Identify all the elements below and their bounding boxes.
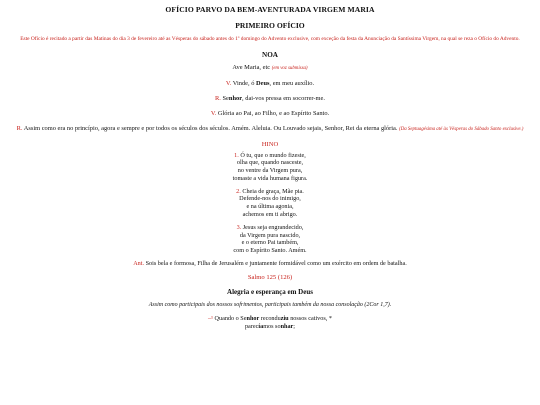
ave-line [0, 64, 540, 73]
verse-2-pre: parec [244, 322, 259, 330]
hymn-line-text: com o Espírito Santo. Amém. [233, 247, 307, 255]
hymn-line-text: olha que, quando nasceste, [236, 159, 304, 167]
versicle-1-post: , em meu auxílio. [269, 79, 315, 87]
hymn-line-text: no ventre da Virgem pura, [237, 167, 303, 175]
hymn-line [0, 175, 540, 183]
stanza-number: 2. [236, 187, 241, 195]
response-mark: R. [215, 94, 221, 102]
versicle-mark: V. [225, 79, 232, 87]
hymn-line [0, 195, 540, 203]
antiphon-mark: Ant. [133, 260, 145, 268]
hymn-stanza [0, 224, 540, 255]
hymn-stanza [0, 152, 540, 183]
response-1-post: , dai-vos pressa em socorrer-me. [242, 94, 325, 102]
hymn-line-text: Cheia de graça, Mãe pia. [242, 187, 304, 195]
ave-note: (em voz submissa) [271, 65, 308, 71]
verse-2-mid: mos so [263, 322, 281, 330]
versicle-2-mark: V. [210, 109, 217, 117]
hymn-line [0, 247, 540, 255]
verse-mark: –¹ [208, 315, 213, 323]
hymn-line-text: achemos em ti abrigo. [242, 211, 298, 219]
response-2-note: (Da Septuagésima até às Vésperas do Sábado Santo exclusive.) [399, 126, 524, 132]
hymn-line [0, 203, 540, 211]
hymn-line-text: Ó tu, que o mundo fizeste, [240, 151, 306, 159]
hymn-line [0, 167, 540, 175]
hymn-line-text: Defende-nos do inimigo, [239, 195, 301, 203]
psalm-epigraph: Assim como participais dos nossos sofrimentos, participais também da nossa consolação (2Cor 1,7). [148, 302, 392, 309]
hymn-stanza [0, 188, 540, 219]
psalm-title: Alegria e esperança em Deus [227, 288, 313, 297]
verse-1-bold: nhor [246, 315, 260, 323]
hymn-line [0, 239, 540, 247]
verse-1-post: nossos cativos, * [288, 315, 332, 323]
ave-text: Ave Maria, etc [232, 63, 271, 71]
response-1-bold: nhor [228, 94, 243, 102]
versicle-1-pre: Vinde, ó [232, 79, 257, 87]
psalm-verse-1 [0, 315, 540, 323]
psalm-number: Salmo 125 (126) [247, 274, 293, 282]
hymn-line-text: e na última agonia, [246, 203, 294, 211]
verse-2-bold2: nhar [280, 322, 294, 330]
versicle-2 [0, 110, 540, 118]
response-2-mark: R. [16, 124, 23, 132]
hymn-line [0, 211, 540, 219]
hymn-line [0, 224, 540, 232]
hymn-line-text: tomaste a vida humana figura. [232, 174, 308, 182]
hymn-line-text: e o eterno Pai também, [241, 239, 299, 247]
verse-2-post: ; [293, 322, 296, 330]
verse-1-bold2: ziu [280, 315, 289, 323]
hymn-line [0, 159, 540, 167]
response-2 [8, 125, 532, 134]
page-title: OFÍCIO PARVO DA BEM-AVENTURADA VIRGEM MARIA [165, 5, 375, 14]
versicle-1-bold: Deus [256, 79, 270, 87]
response-2-text: Assim como era no princípio, agora e sempre e por todos os séculos dos séculos. Amém. Aleluia. Ou Louvado sejais, Senhor, Rei da eterna glória. [23, 124, 398, 132]
hymn-stanzas [0, 152, 540, 256]
hymn-title: HINO [261, 140, 279, 148]
antiphon [0, 260, 540, 268]
verse-1-pre: Quando o Se [214, 315, 247, 323]
section-heading: NOA [262, 50, 278, 59]
stanza-number: 1. [234, 151, 239, 159]
rubric-note: Este Ofício é recitado a partir das Matinas do dia 3 de fevereiro até as Vésperas do sábado antes do 1º domingo do Advento exclusive, com exceção da festa da Anunciação da Santíssima Virgem, na qual se reza o Ofício do Advento. [20, 36, 520, 42]
versicle-2-text: Glória ao Pai, ao Filho, e ao Espírito Santo. [217, 109, 330, 117]
verse-2-bold: ía [258, 322, 264, 330]
psalm-verse-2 [0, 323, 540, 331]
hymn-line [0, 232, 540, 240]
hymn-line-text: da Virgem pura nascido, [239, 231, 301, 239]
verse-1-mid: recondu [259, 315, 281, 323]
response-1 [0, 95, 540, 103]
stanza-number: 3. [236, 223, 242, 231]
antiphon-text: Sois bela e formosa, Filha de Jerusalém e juntamente formidável como um exército em ordem de batalha. [145, 260, 407, 268]
versicle-1 [0, 80, 540, 88]
page-subtitle: PRIMEIRO OFÍCIO [235, 21, 305, 30]
response-1-pre: Se [222, 94, 229, 102]
hymn-line-text: Jesus seja engrandecido, [242, 223, 304, 231]
hymn-line [0, 152, 540, 160]
hymn-line [0, 188, 540, 196]
